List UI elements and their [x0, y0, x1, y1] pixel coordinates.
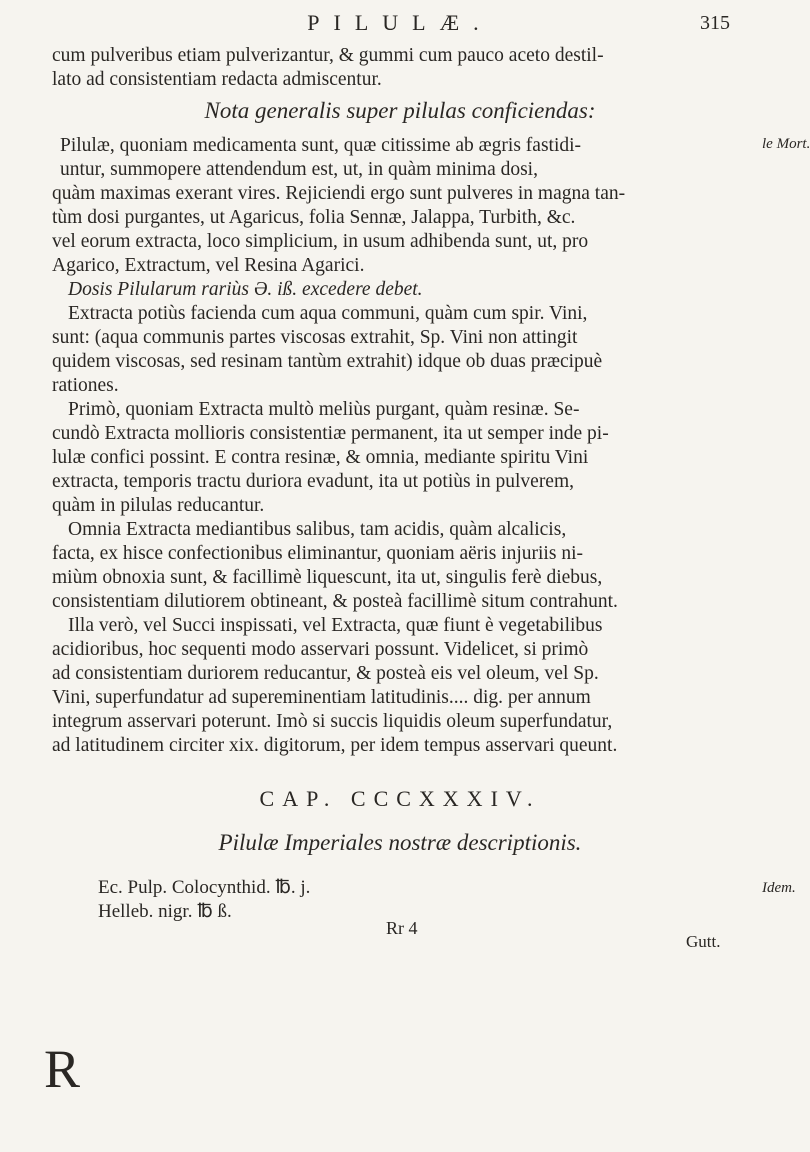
paragraph-line: Omnia Extracta mediantibus salibus, tam acidis, quàm alcalicis, [68, 519, 567, 540]
paragraph-line: quàm maximas exerant vires. Rejiciendi ergo sunt pulveres in magna tan- [52, 183, 626, 204]
paragraph-line: untur, summopere attendendum est, ut, in quàm minima dosi, [60, 159, 538, 180]
text-line: lato ad consistentiam redacta admiscentur. [52, 69, 382, 90]
paragraph-line: quidem viscosas, sed resinam tantùm extrahit) idque ob duas præcipuè [52, 351, 603, 372]
paragraph-line: Primò, quoniam Extracta multò meliùs purgant, quàm resinæ. Se- [68, 399, 580, 420]
paragraph-line: ad consistentiam duriorem reducantur, & posteà eis vel oleum, vel Sp. [52, 663, 599, 684]
paragraph-line: Agarico, Extractum, vel Resina Agarici. [52, 255, 365, 276]
paragraph-line: ad latitudinem circiter xix. digitorum, per idem tempus asservari queunt. [52, 735, 618, 756]
paragraph-line: Pilulæ, quoniam medicamenta sunt, quæ citissime ab ægris fastidi- [60, 135, 582, 156]
paragraph-line: lulæ confici possint. E contra resinæ, & omnia, mediante spiritu Vini [52, 447, 589, 468]
paragraph-line: Vini, superfundatur ad supereminentiam latitudinis.... dig. per annum [52, 687, 591, 708]
paragraph-line: tùm dosi purgantes, ut Agaricus, folia Sennæ, Jalappa, Turbith, &c. [52, 207, 576, 228]
paragraph-line: Illa verò, vel Succi inspissati, vel Extracta, quæ fiunt è vegetabilibus [68, 615, 603, 636]
text-line: cum pulveribus etiam pulverizantur, & gummi cum pauco aceto destil- [52, 45, 604, 66]
section-heading: Nota generalis super pilulas conficiendas: [204, 98, 596, 123]
catchword: Gutt. [686, 932, 721, 951]
recipe-line: Ec. Pulp. Colocynthid. ℔. j. [98, 877, 311, 898]
recipe-line: Helleb. nigr. ℔ ß. [98, 901, 232, 922]
paragraph-line: acidioribus, hoc sequenti modo asservari possunt. Videlicet, si primò [52, 639, 589, 660]
paragraph-line: Extracta potiùs facienda cum aqua communi, quàm cum spir. Vini, [68, 303, 588, 324]
margin-note: le Mort. [762, 136, 810, 152]
paragraph-line: extracta, temporis tractu duriora evadunt, ita ut potiùs in pulverem, [52, 471, 575, 492]
chapter-heading: CAP. CCCXXXIV. [259, 786, 541, 811]
paragraph-line: sunt: (aqua communis partes viscosas extrahit, Sp. Vini non attingit [52, 327, 578, 348]
margin-note: Idem. [762, 880, 796, 896]
paragraph-line: cundò Extracta mollioris consistentiæ permanent, ita ut semper inde pi- [52, 423, 609, 444]
paragraph-line: rationes. [52, 375, 119, 396]
paragraph-line: integrum asservari poterunt. Imò si succis liquidis oleum superfundatur, [52, 711, 613, 732]
signature-mark: Rr 4 [386, 918, 418, 938]
chapter-subtitle: Pilulæ Imperiales nostræ descriptionis. [218, 830, 582, 855]
paragraph-line: Dosis Pilularum rariùs Ə. iß. excedere debet. [68, 279, 423, 300]
paragraph-line: quàm in pilulas reducantur. [52, 495, 265, 516]
paragraph-line: vel eorum extracta, loco simplicium, in usum adhibenda sunt, ut, pro [52, 231, 589, 252]
paragraph-line: facta, ex hisce confectionibus eliminantur, quoniam aëris injuriis ni- [52, 543, 583, 564]
paragraph-line: miùm obnoxia sunt, & facillimè liquescunt, ita ut, singulis ferè diebus, [52, 567, 603, 588]
recipe-dropcap-r: R [44, 1039, 81, 1099]
paragraph-line: consistentiam dilutiorem obtineant, & posteà facillimè situm contrahunt. [52, 591, 618, 612]
page-number: 315 [700, 12, 730, 34]
running-title: PILULÆ. [307, 10, 493, 35]
